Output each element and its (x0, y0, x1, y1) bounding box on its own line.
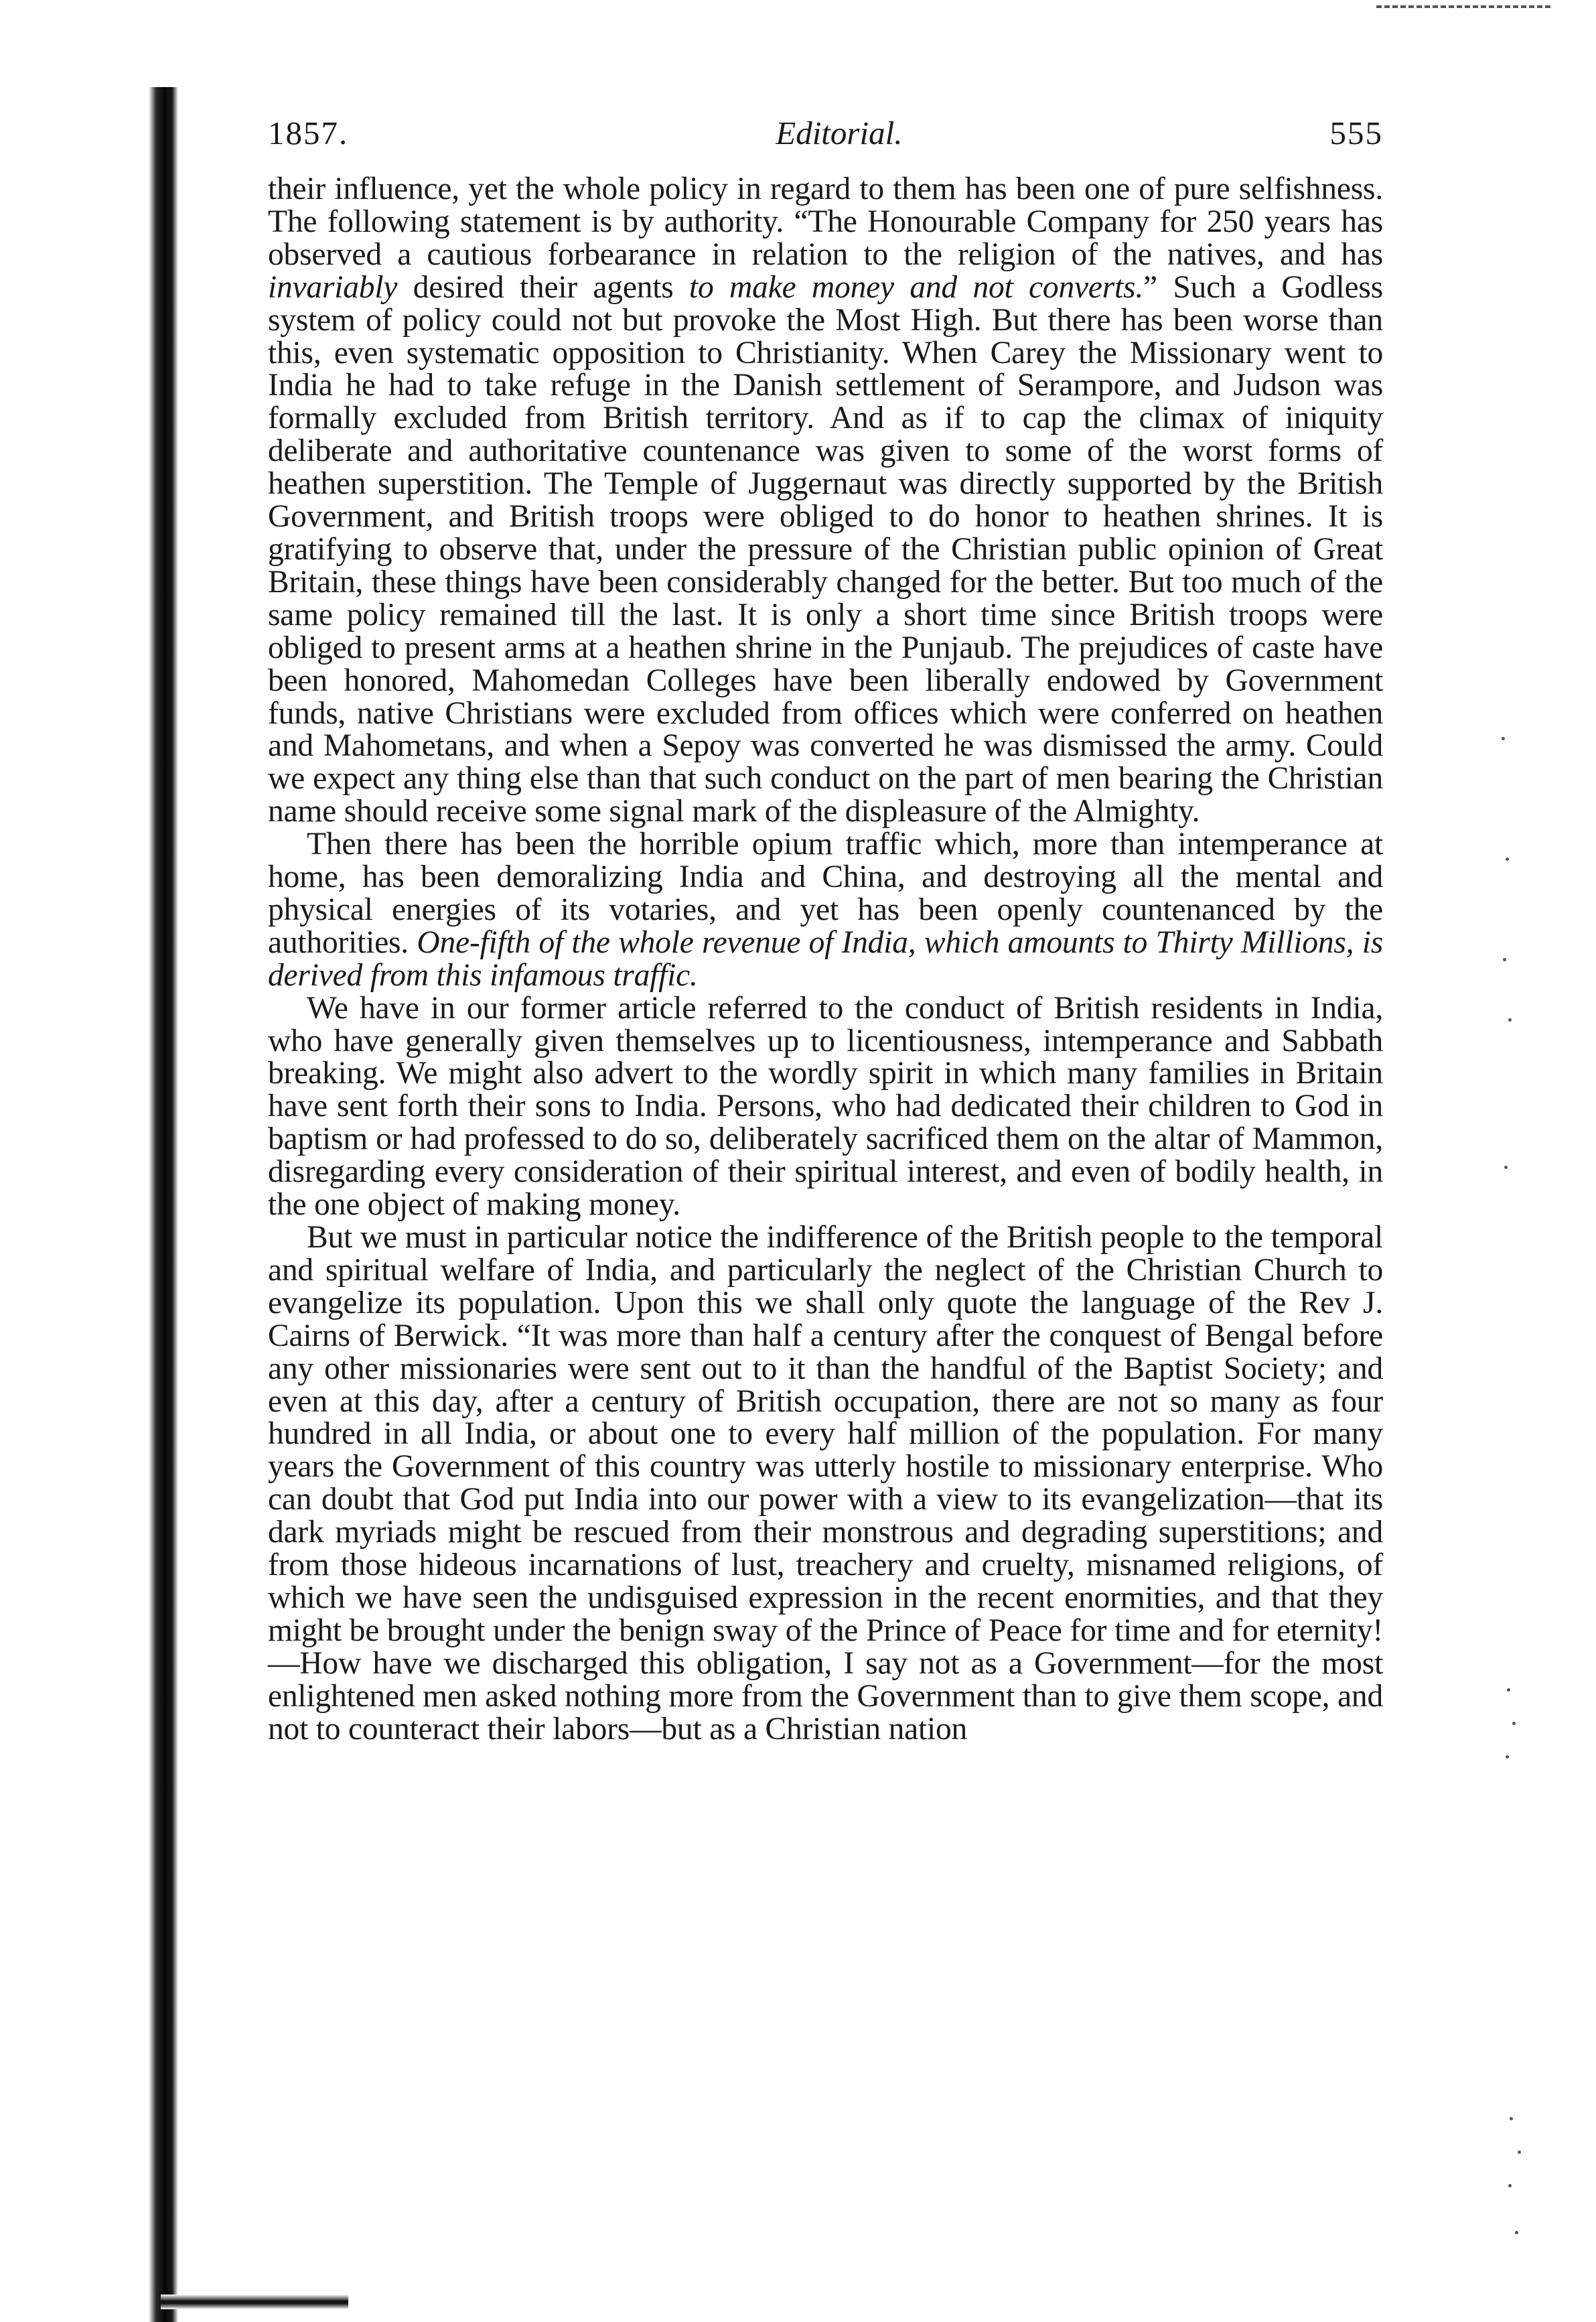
binding-foot-mark (161, 2295, 348, 2309)
page-number: 555 (1329, 115, 1383, 151)
paragraph (268, 992, 1383, 1221)
paragraph-text: desired their agents (397, 269, 690, 305)
paragraph (268, 1221, 1383, 1746)
italic-text: to make money and not converts. (689, 269, 1143, 305)
paragraph-text: We have in our former article referred to the conduct of British residents in India, who have generally given themselves up to licentiousness, intemperance and Sabbath breaking. We might also advert to the wordly spirit in which many families in Britain have sent forth their sons to India. Persons, who had dedicated their children to God in baptism or had professed to do so, deliberately sacrificed them on the altar of Mammon, disregarding every consideration of their spiritual interest, and even of bodily health, in the one object of making money. (268, 990, 1383, 1223)
paragraph (268, 828, 1383, 992)
page (268, 114, 1383, 1746)
binding-edge (149, 87, 178, 2322)
running-head (268, 114, 1383, 158)
header-section-title: Editorial. (776, 115, 903, 151)
top-edge-rule (1376, 5, 1550, 12)
paragraph-text: ” Such a Godless system of policy could not but provoke the Most High. But there has been worse than this, even systematic opposition to Christianity. When Carey the Missionary went to India he had to take refuge in the Danish settlement of Serampore, and Judson was formally excluded from British territory. And as if to cap the climax of iniquity deliberate and authoritative countenance was given to some of the worst forms of heathen superstition. The Temple of Juggernaut was directly supported by the British Government, and British troops were obliged to do honor to heathen shrines. It is gratifying to observe that, under the pressure of the Christian public opinion of Great Britain, these things have been considerably changed for the better. But too much of the same policy remained till the last. It is only a short time since British troops were obliged to present arms at a heathen shrine in the Punjaub. The prejudices of caste have been honored, Mahomedan Colleges have been liberally endowed by Government funds, native Christians were excluded from offices which were conferred on heathen and Mahometans, and when a Sepoy was converted he was dismissed the army. Could we expect any thing else than that such conduct on the part of men bearing the Christian name should receive some signal mark of the displeasure of the Almighty. (268, 269, 1383, 829)
paragraph (268, 173, 1383, 828)
paragraph-text: their influence, yet the whole policy in regard to them has been one of pure selfishness. The following statement is by authority. “The Honourable Company for 250 years has observed a cautious forbearance in relation to the religion of the natives, and has (268, 172, 1383, 272)
paragraph-text: Then there has been the horrible opium traffic which, more than intemperance at home, has been demoralizing India and China, and destroying all the mental and physical energies of its votaries, and yet has been openly countenanced by the authorities. (268, 827, 1383, 960)
body-text (268, 173, 1383, 1746)
italic-text: One-fifth of the whole revenue of India, which amounts to Thirty Millions, is derived from this infamous traffic. (268, 925, 1383, 993)
italic-text: invariably (268, 269, 398, 305)
paragraph-text: But we must in particular notice the indifference of the British people to the temporal and spiritual welfare of India, and particularly the neglect of the Christian Church to evangelize its population. Upon this we shall only quote the language of the Rev J. Cairns of Berwick. “It was more than half a century after the conquest of Bengal before any other missionaries were sent out to it than the handful of the Baptist Society; and even at this day, after a century of British occupation, there are not so many as four hundred in all India, or about one to every half million of the population. For many years the Government of this country was utterly hostile to missionary enterprise. Who can doubt that God put India into our power with a view to its evangelization—that its dark myriads might be rescued from their monstrous and degrading superstitions; and from those hideous incarnations of lust, treachery and cruelty, misnamed religions, of which we have seen the undisguised expression in the recent enormities, and that they might be brought under the benign sway of the Prince of Peace for time and for eternity!—How have we discharged this obligation, I say not as a Government—for the most enlightened men asked nothing more from the Government than to give them scope, and not to counteract their labors—but as a Christian nation (268, 1220, 1383, 1747)
header-year: 1857. (268, 115, 349, 151)
margin-specks (1500, 737, 1540, 2278)
